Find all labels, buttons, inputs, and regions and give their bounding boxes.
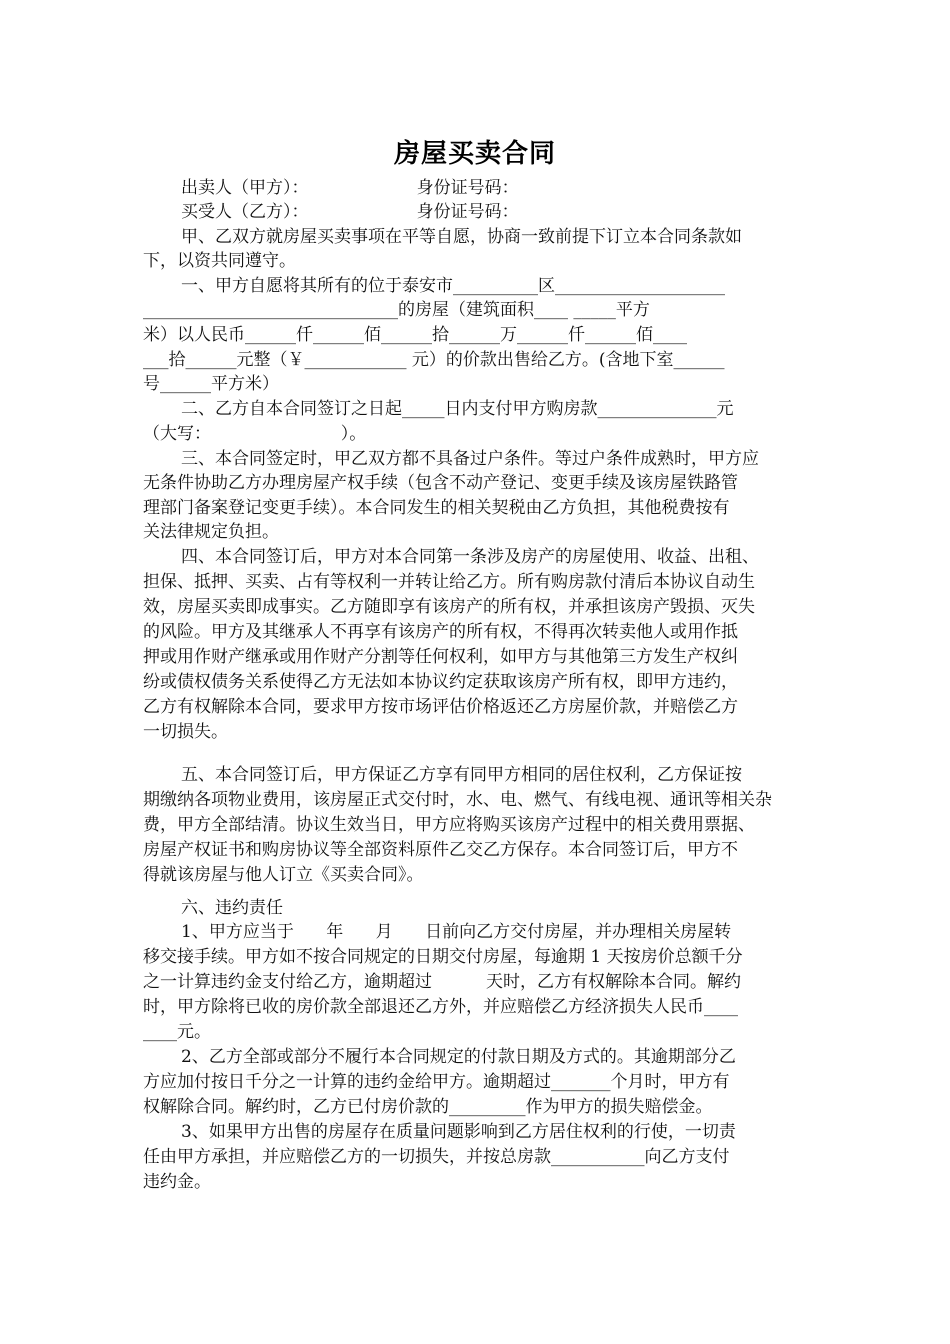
- clause-4-line-6: 纷或债权债务关系使得乙方无法如本协议约定获取该房产所有权，即甲方违约，: [143, 672, 738, 692]
- clause-5-line-3: 费，甲方全部结清。协议生效当日，甲方应将购买该房产过程中的相关费用票据、: [143, 815, 755, 835]
- clause-6-1-line-1: 1、甲方应当于 年 月 日前向乙方交付房屋，并办理相关房屋转: [181, 922, 732, 942]
- clause-6-3-line-2: 任由甲方承担，并应赔偿乙方的一切损失，并按总房款___________向乙方支付: [143, 1147, 730, 1167]
- clause-5-line-5: 得就该房屋与他人订立《买卖合同》。: [143, 865, 424, 885]
- clause-6-3-line-1: 3、如果甲方出售的房屋存在质量问题影响到乙方居住权利的行使，一切责: [181, 1122, 736, 1142]
- clause-4-line-8: 一切损失。: [143, 722, 228, 742]
- clause-6-2-line-3: 权解除合同。解约时，乙方已付房价款的_________作为甲方的损失赔偿金。: [143, 1097, 713, 1117]
- clause-3-line-4: 关法律规定负担。: [143, 522, 279, 542]
- clause-4-line-1: 四、本合同签订后，甲方对本合同第一条涉及房产的房屋使用、收益、出租、: [181, 547, 759, 567]
- clause-2-line-2: （大写： ）。: [143, 424, 367, 444]
- clause-5-line-1: 五、本合同签订后，甲方保证乙方享有同甲方相同的居住权利，乙方保证按: [181, 765, 742, 785]
- clause-4-line-4: 的风险。甲方及其继承人不再享有该房产的所有权，不得再次转卖他人或用作抵: [143, 622, 738, 642]
- clause-4-line-7: 乙方有权解除本合同，要求甲方按市场评估价格返还乙方房屋价款，并赔偿乙方: [143, 697, 738, 717]
- seller-line: 出卖人（甲方）： 身份证号码：: [181, 178, 519, 198]
- clause-4-line-2: 担保、抵押、买卖、占有等权利一并转让给乙方。所有购房款付清后本协议自动生: [143, 572, 755, 592]
- clause-4-line-5: 押或用作财产继承或用作财产分割等任何权利，如甲方与其他第三方发生产权纠: [143, 647, 738, 667]
- preamble-line-2: 下，以资共同遵守。: [143, 251, 296, 271]
- clause-6-1-line-5: ____元。: [143, 1022, 211, 1042]
- clause-1-line-1: 一、甲方自愿将其所有的位于泰安市__________区____________________: [181, 276, 725, 296]
- clause-1-line-5: 号______平方米）: [143, 374, 279, 394]
- clause-1-line-2: ______________________________的房屋（建筑面积____ _____平方: [143, 300, 650, 320]
- clause-6-heading: 六、违约责任: [181, 898, 283, 918]
- clause-1-line-3: 米）以人民币______仟______佰______拾______万______仟______佰____: [143, 325, 687, 345]
- document-title: 房屋买卖合同: [393, 139, 556, 169]
- clause-4-line-3: 效，房屋买卖即成事实。乙方随即享有该房产的所有权，并承担该房产毁损、灭失: [143, 597, 755, 617]
- clause-6-2-line-2: 方应加付按日千分之一计算的违约金给甲方。逾期超过_______个月时，甲方有: [143, 1072, 730, 1092]
- clause-3-line-1: 三、本合同签定时，甲乙双方都不具备过户条件。等过户条件成熟时，甲方应: [181, 449, 759, 469]
- clause-6-2-line-1: 2、乙方全部或部分不履行本合同规定的付款日期及方式的。其逾期部分乙: [181, 1047, 736, 1067]
- clause-5-line-4: 房屋产权证书和购房协议等全部资料原件乙交乙方保存。本合同签订后，甲方不: [143, 840, 738, 860]
- clause-6-1-line-4: 时，甲方除将已收的房价款全部退还乙方外，并应赔偿乙方经济损失人民币____: [143, 997, 738, 1017]
- clause-6-1-line-3: 之一计算违约金支付给乙方，逾期超过 天时，乙方有权解除本合同。解约: [143, 972, 742, 992]
- preamble-line-1: 甲、乙双方就房屋买卖事项在平等自愿，协商一致前提下订立本合同条款如: [181, 227, 742, 247]
- clause-6-1-line-2: 移交接手续。甲方如不按合同规定的日期交付房屋，每逾期 1 天按房价总额千分: [143, 947, 743, 967]
- clause-3-line-2: 无条件协助乙方办理房屋产权手续（包含不动产登记、变更手续及该房屋铁路管: [143, 473, 738, 493]
- clause-2-line-1: 二、乙方自本合同签订之日起_____日内支付甲方购房款______________元: [181, 399, 734, 419]
- clause-5-line-2: 期缴纳各项物业费用，该房屋正式交付时，水、电、燃气、有线电视、通讯等相关杂: [143, 790, 772, 810]
- clause-1-line-4: ___拾______元整（￥____________ 元）的价款出售给乙方。(含地下室______: [143, 350, 725, 370]
- clause-6-3-line-3: 违约金。: [143, 1172, 211, 1192]
- buyer-line: 买受人（乙方）： 身份证号码：: [181, 202, 519, 222]
- clause-3-line-3: 理部门备案登记变更手续）。本合同发生的相关契税由乙方负担，其他税费按有: [143, 498, 730, 518]
